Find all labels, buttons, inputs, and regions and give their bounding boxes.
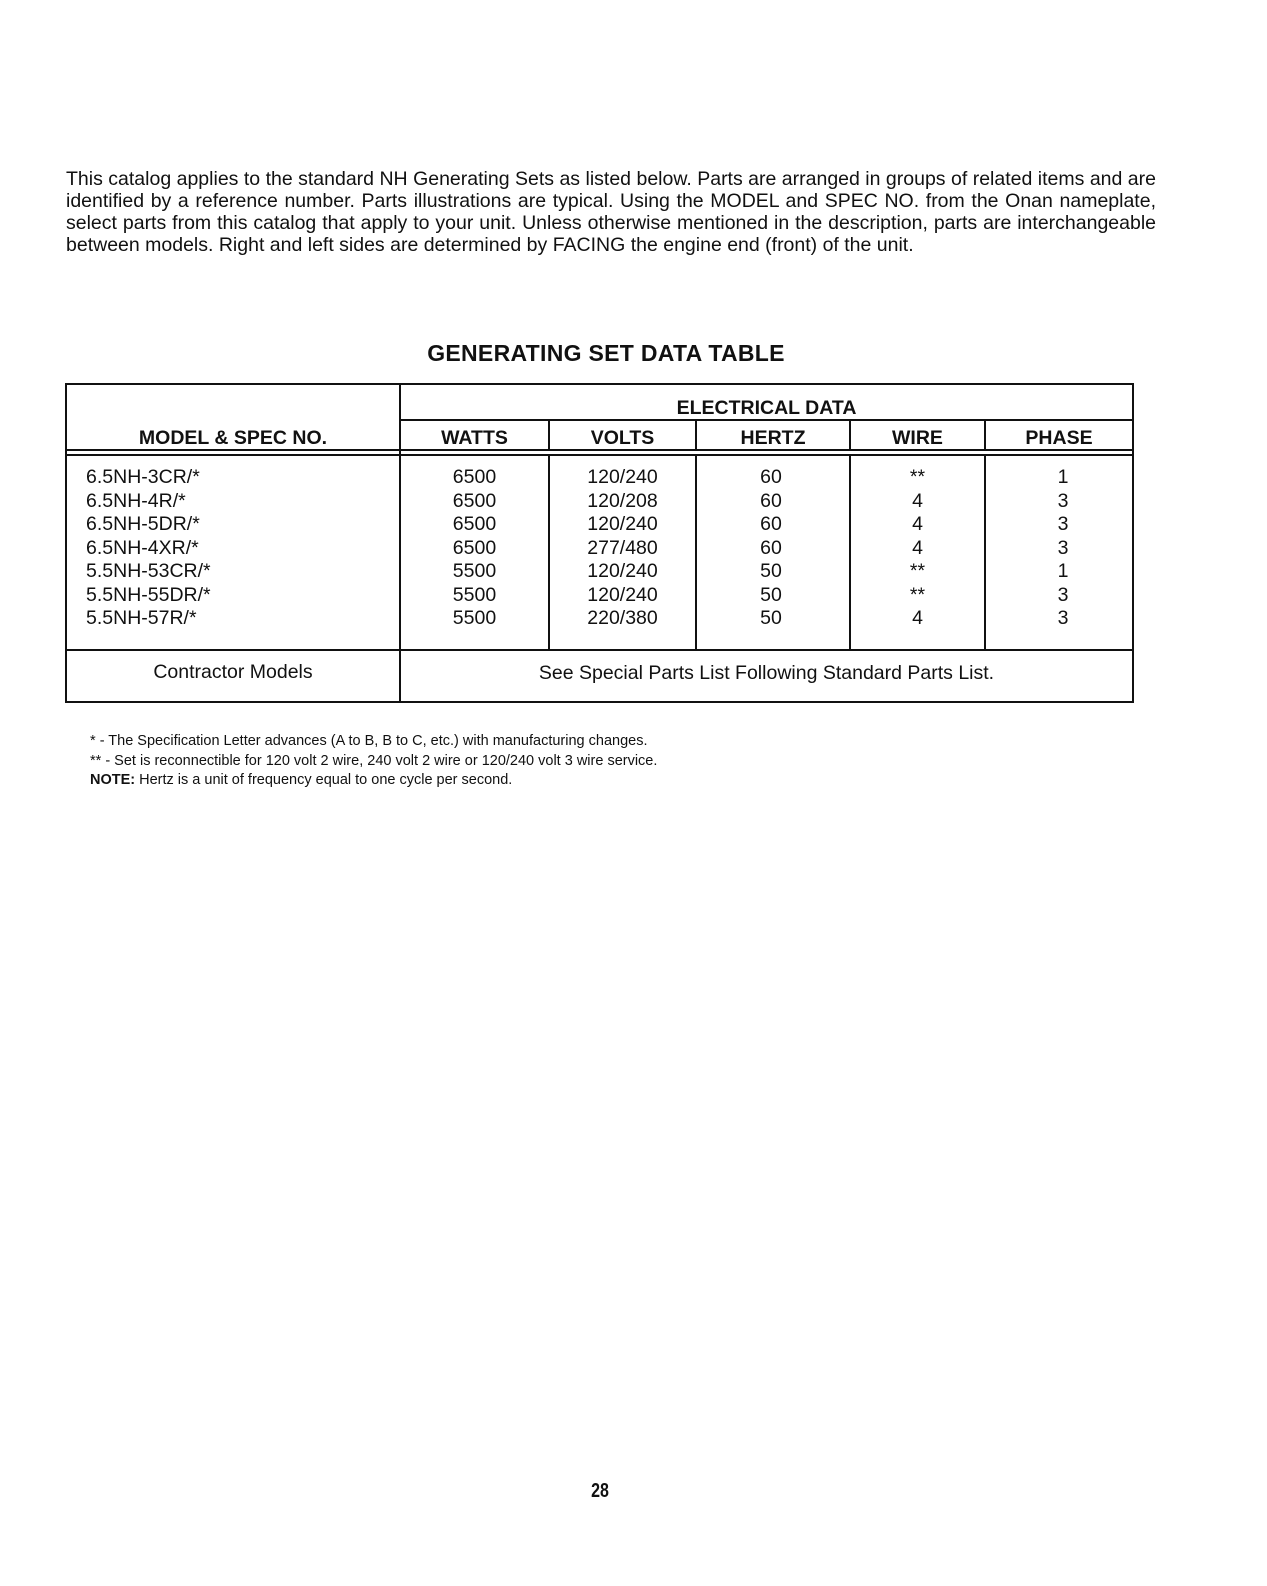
table-cell-watts: 6500: [452, 536, 497, 559]
phase-column: [985, 466, 1141, 631]
table-cell-wire: **: [909, 466, 926, 488]
col-header-wire: WIRE: [892, 427, 943, 449]
table-row-model: 6.5NH-5DR/*: [86, 513, 200, 535]
table-cell-watts: 5500: [452, 583, 497, 606]
header-bottom-rule-2: [66, 454, 1133, 456]
table-title: GENERATING SET DATA TABLE: [427, 340, 785, 366]
footnotes: [90, 732, 657, 791]
footnote-text-single: - The Specification Letter advances (A to B, B to C, etc.) with manufacturing changes.: [99, 733, 648, 749]
table-cell-phase: 3: [1057, 583, 1069, 606]
contractor-models-label: Contractor Models: [153, 661, 313, 683]
page-number: 28: [591, 1480, 609, 1502]
table-row-model: 5.5NH-53CR/*: [86, 560, 211, 582]
table-cell-volts: 120/240: [587, 583, 658, 606]
footnote-reconnectible: [90, 752, 657, 772]
footnote-specification-letter: [90, 732, 657, 752]
note-text: Hertz is a unit of frequency equal to one cycle per second.: [139, 772, 513, 788]
table-cell-phase: 1: [1057, 560, 1069, 582]
col-header-phase: PHASE: [1025, 427, 1093, 449]
table-cell-phase: 3: [1057, 489, 1069, 512]
table-row-model: 5.5NH-55DR/*: [86, 583, 211, 606]
footnote-text-double: - Set is reconnectible for 120 volt 2 wire, 240 volt 2 wire or 120/240 volt 3 wire service.: [105, 752, 658, 769]
table-cell-hertz: 60: [760, 513, 782, 535]
table-cell-volts: 120/208: [587, 489, 658, 512]
table-row-model: 6.5NH-4R/*: [86, 489, 186, 512]
table-row-model: 6.5NH-3CR/*: [86, 466, 200, 488]
col-header-hertz: HERTZ: [740, 427, 806, 449]
table-cell-volts: 220/380: [587, 607, 658, 629]
header-bottom-rule-1: [66, 449, 1133, 451]
table-row-model: 5.5NH-57R/*: [86, 607, 197, 629]
table-cell-wire: **: [909, 560, 926, 582]
watts-column: [400, 466, 549, 631]
table-cell-watts: 5500: [452, 607, 497, 629]
table-row-model: 6.5NH-4XR/*: [86, 536, 199, 559]
footnote-hertz-note: [90, 771, 657, 791]
table-cell-phase: 1: [1057, 466, 1069, 488]
contractor-models-note: See Special Parts List Following Standard Parts List.: [538, 662, 995, 684]
table-cell-phase: 3: [1057, 607, 1069, 629]
table-cell-hertz: 50: [760, 560, 782, 582]
electrical-data-header: ELECTRICAL DATA: [676, 397, 857, 419]
col-header-model: MODEL & SPEC NO.: [138, 427, 328, 449]
volts-column: [549, 466, 696, 631]
wire-column: [850, 466, 985, 631]
table-cell-volts: 120/240: [587, 466, 658, 488]
table-cell-volts: 120/240: [587, 560, 658, 582]
table-cell-wire: 4: [912, 536, 923, 559]
contractor-row-rule: [66, 649, 1133, 651]
col-header-watts: WATTS: [441, 427, 508, 449]
table-cell-watts: 6500: [452, 513, 497, 535]
table-cell-hertz: 50: [760, 607, 782, 629]
col-header-volts: VOLTS: [590, 427, 655, 449]
table-cell-hertz: 60: [760, 466, 782, 488]
table-cell-phase: 3: [1057, 513, 1069, 535]
note-label: NOTE:: [90, 772, 136, 788]
table-cell-wire: 4: [912, 489, 923, 512]
footnote-mark-double: **: [90, 752, 102, 769]
table-cell-hertz: 60: [760, 536, 782, 559]
table-cell-volts: 277/480: [587, 536, 658, 559]
table-cell-watts: 5500: [452, 560, 497, 582]
group-header-underline: [400, 419, 1133, 421]
table-cell-wire: **: [909, 583, 926, 606]
intro-paragraph: This catalog applies to the standard NH Generating Sets as listed below. Parts are arranged in groups of related items and are identified by a reference number. Parts illustrations are typical. Using the MODEL and SPEC NO. from the Onan nameplate, select parts from this catalog that apply to your unit. Unless otherwise mentioned in the description, parts are interchangeable between models. Right and left sides are determined by FACING the engine end (front) of the unit.: [66, 168, 1156, 256]
table-cell-watts: 6500: [452, 466, 497, 488]
table-cell-wire: 4: [912, 513, 923, 535]
footnote-mark-single: *: [90, 733, 96, 749]
table-cell-watts: 6500: [452, 489, 497, 512]
model-column: [86, 466, 386, 631]
table-cell-hertz: 50: [760, 583, 782, 606]
table-cell-hertz: 60: [760, 489, 782, 512]
table-cell-wire: 4: [912, 607, 923, 629]
hertz-column: [696, 466, 846, 631]
table-cell-phase: 3: [1057, 536, 1069, 559]
table-cell-volts: 120/240: [587, 513, 658, 535]
